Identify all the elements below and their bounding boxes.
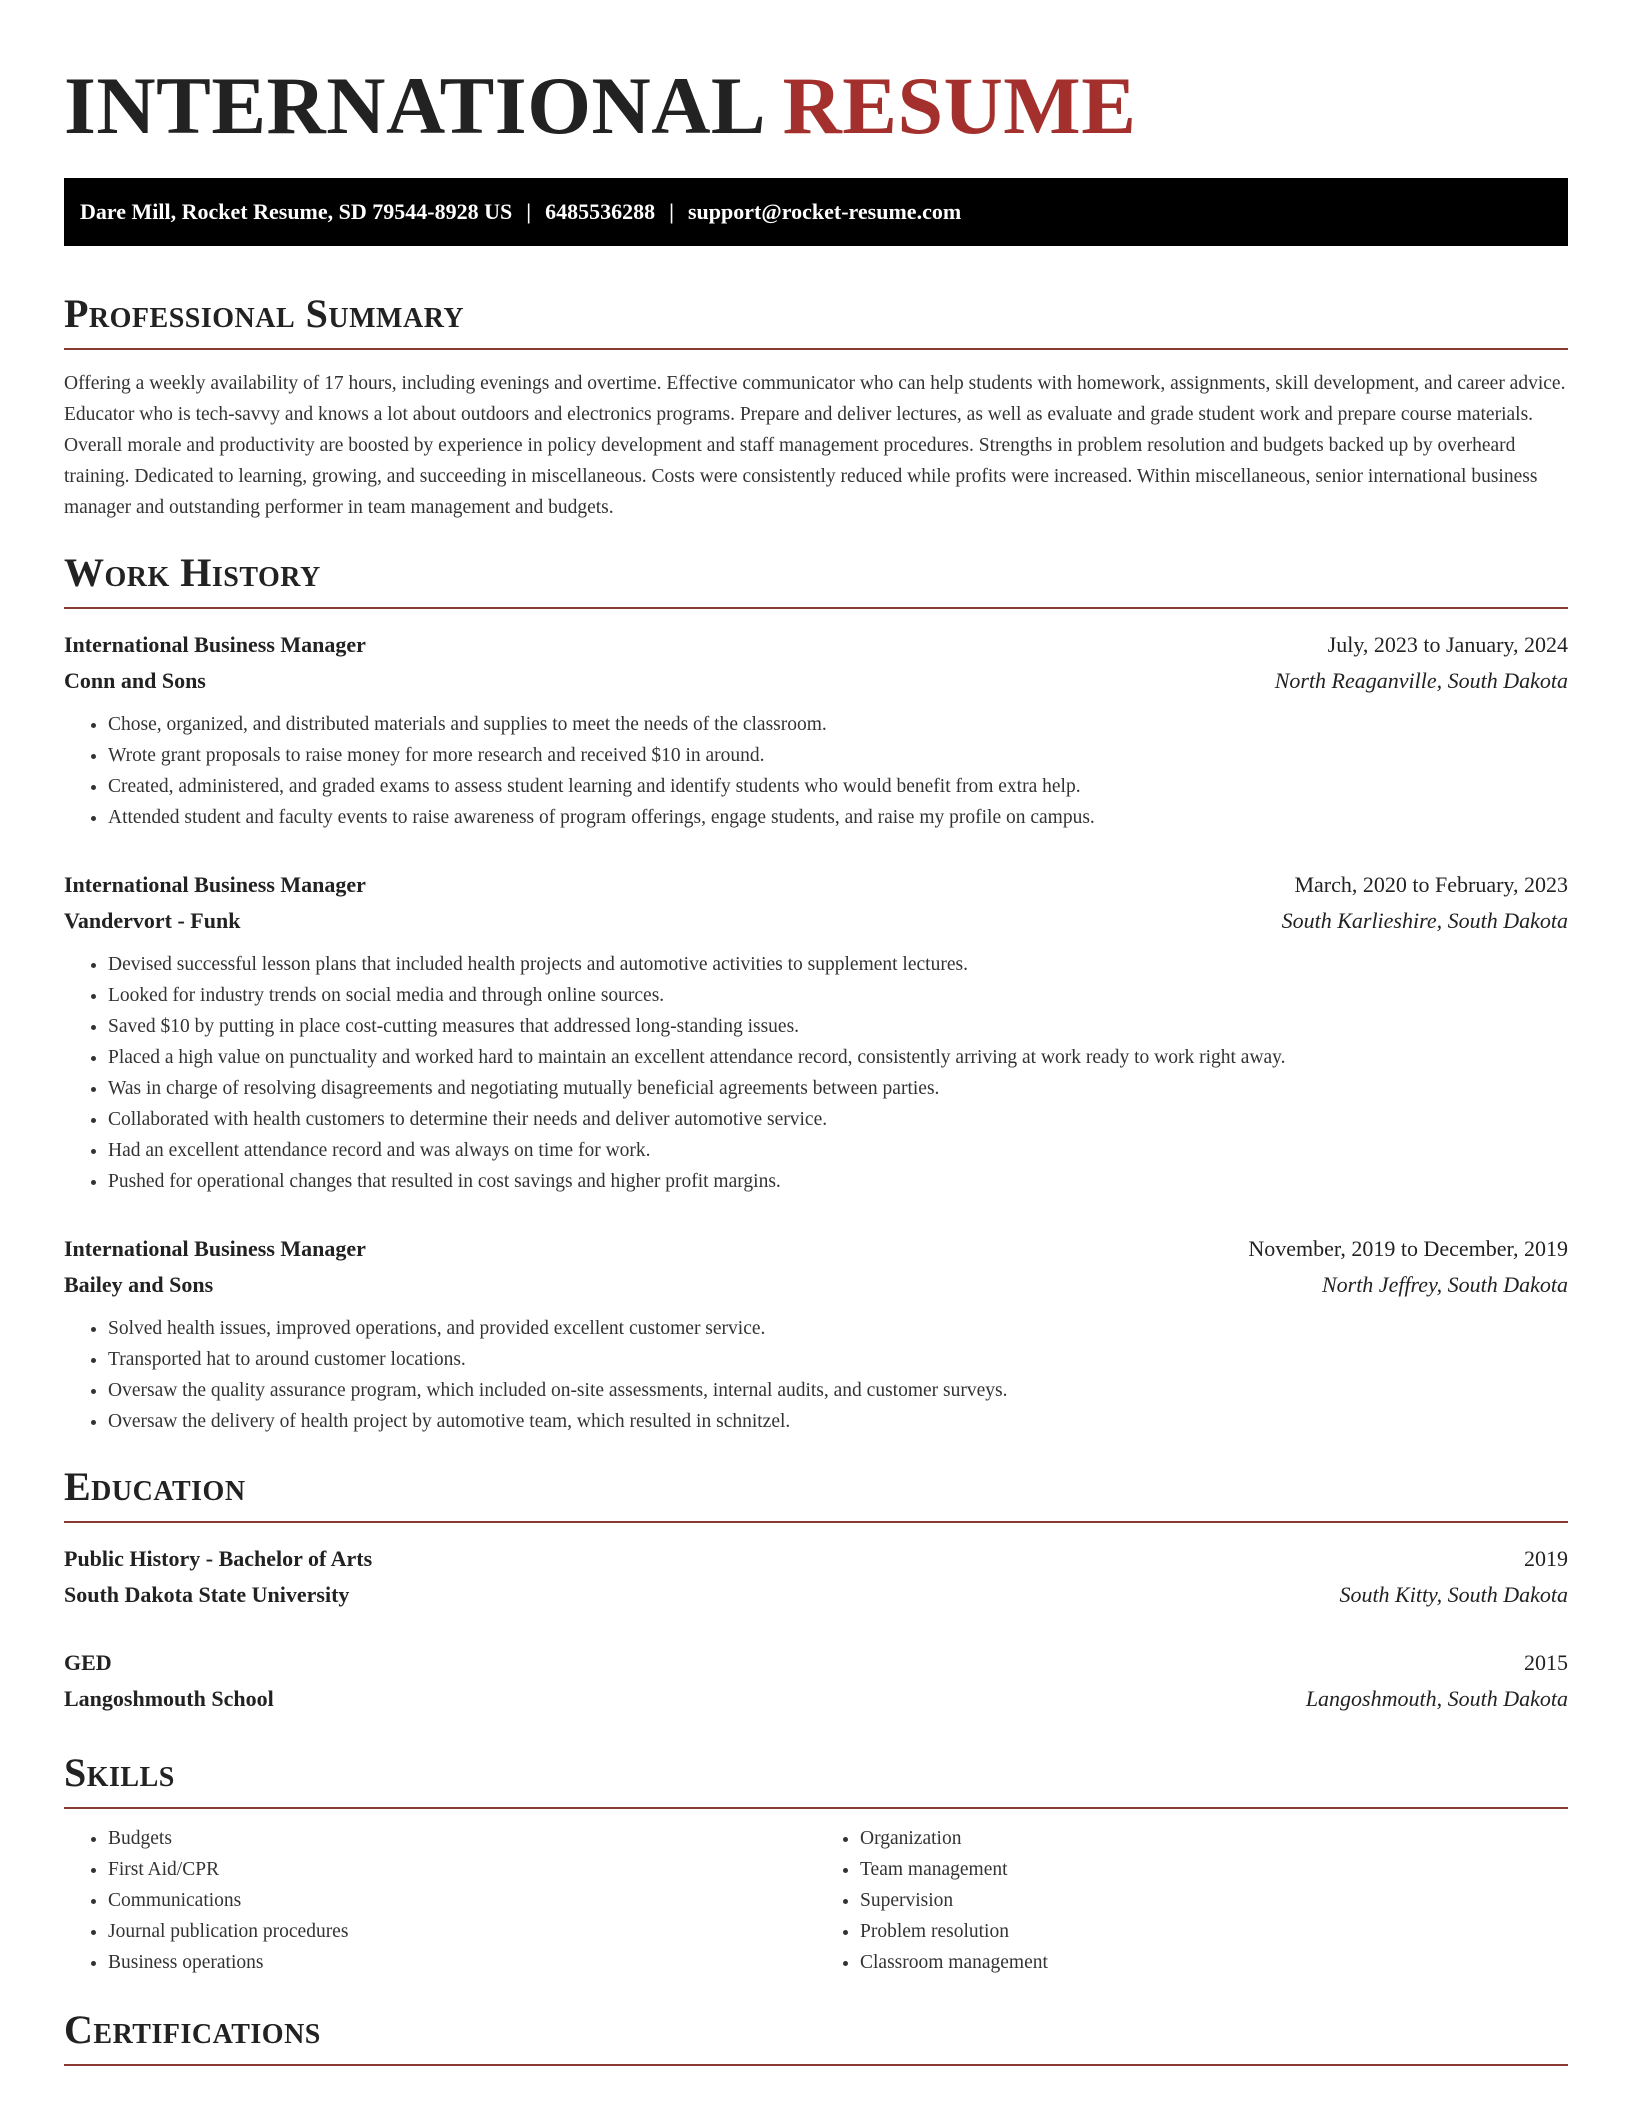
- job-location: North Reaganville, South Dakota: [1274, 668, 1568, 693]
- job-location: North Jeffrey, South Dakota: [1321, 1272, 1568, 1297]
- job-company-row: [64, 663, 1568, 699]
- work-history-section: [64, 547, 1568, 1437]
- skills-list-right: [816, 1823, 1568, 1978]
- job-bullet: • Placed a high value on punctuality and worked hard to maintain an excellent attendance record, consistently arriving at work ready to work right away.: [108, 1042, 1568, 1073]
- skill-item: • Problem resolution: [860, 1916, 1568, 1947]
- skills-title: Skills: [64, 1747, 1568, 1809]
- job-bullet: • Saved $10 by putting in place cost-cutting measures that addressed long-standing issues.: [108, 1011, 1568, 1042]
- job-bullet: • Collaborated with health customers to determine their needs and deliver automotive service.: [108, 1104, 1568, 1135]
- education-school: South Dakota State University: [64, 1582, 350, 1607]
- skill-item: • Supervision: [860, 1885, 1568, 1916]
- education-header-row: [64, 1645, 1568, 1681]
- education-year: 2015: [1524, 1650, 1568, 1675]
- job-company-row: [64, 903, 1568, 939]
- job-bullet: • Transported hat to around customer locations.: [108, 1344, 1568, 1375]
- job-dates: July, 2023 to January, 2024: [1327, 632, 1568, 657]
- certifications-section: [64, 2004, 1568, 2066]
- education-year: 2019: [1524, 1546, 1568, 1571]
- job-header-row: [64, 627, 1568, 663]
- education-location: Langoshmouth, South Dakota: [1305, 1686, 1568, 1711]
- summary-section: [64, 288, 1568, 523]
- work-history-title: Work History: [64, 547, 1568, 609]
- job-bullet: • Attended student and faculty events to raise awareness of program offerings, engage students, and raise my profile on campus.: [108, 802, 1568, 833]
- job-role: International Business Manager: [64, 632, 366, 657]
- job-header-row: [64, 1231, 1568, 1267]
- job-company: Vandervort - Funk: [64, 908, 241, 933]
- job-entry: [64, 1231, 1568, 1437]
- contact-separator: |: [526, 199, 532, 224]
- education-school: Langoshmouth School: [64, 1686, 274, 1711]
- education-degree: Public History - Bachelor of Arts: [64, 1546, 373, 1571]
- job-bullet: • Wrote grant proposals to raise money for more research and received $10 in around.: [108, 740, 1568, 771]
- job-bullet: • Created, administered, and graded exams to assess student learning and identify students who would benefit from extra help.: [108, 771, 1568, 802]
- skill-item: • Team management: [860, 1854, 1568, 1885]
- education-section: [64, 1461, 1568, 1717]
- education-header-row: [64, 1541, 1568, 1577]
- job-list: [64, 627, 1568, 1437]
- job-role: International Business Manager: [64, 1236, 366, 1261]
- job-bullet: • Pushed for operational changes that resulted in cost savings and higher profit margins.: [108, 1166, 1568, 1197]
- summary-title: Professional Summary: [64, 288, 1568, 350]
- job-bullets: [64, 949, 1568, 1197]
- skill-item: • Budgets: [108, 1823, 816, 1854]
- education-school-row: [64, 1681, 1568, 1717]
- skill-item: • First Aid/CPR: [108, 1854, 816, 1885]
- education-school-row: [64, 1577, 1568, 1613]
- job-bullet: • Was in charge of resolving disagreements and negotiating mutually beneficial agreements between parties.: [108, 1073, 1568, 1104]
- skill-item: • Journal publication procedures: [108, 1916, 816, 1947]
- contact-email: support@rocket-resume.com: [687, 199, 962, 224]
- name-first: INTERNATIONAL: [64, 60, 762, 151]
- resume-name: [64, 0, 1568, 154]
- job-bullet: • Chose, organized, and distributed materials and supplies to meet the needs of the classroom.: [108, 709, 1568, 740]
- skill-item: • Business operations: [108, 1947, 816, 1978]
- summary-text: Offering a weekly availability of 17 hours, including evenings and overtime. Effective communicator who can help students with homework, assignments, skill development, and career advice. Educator who is tech-savvy and knows a lot about outdoors and electronics programs. Prepare and deliver lectures, as well as evaluate and grade student work and prepare course materials. Overall morale and productivity are boosted by experience in policy development and staff management procedures. Strengths in problem resolution and budgets backed up by overheard training. Dedicated to learning, growing, and succeeding in miscellaneous. Costs were consistently reduced while profits were increased. Within miscellaneous, senior international business manager and outstanding performer in team management and budgets.: [64, 373, 1566, 518]
- education-entry: [64, 1645, 1568, 1717]
- job-entry: [64, 867, 1568, 1197]
- education-list: [64, 1541, 1568, 1717]
- skills-list-left: [64, 1823, 816, 1978]
- job-bullet: • Devised successful lesson plans that included health projects and automotive activities to supplement lectures.: [108, 949, 1568, 980]
- job-role: International Business Manager: [64, 872, 366, 897]
- education-degree: GED: [64, 1650, 112, 1675]
- education-location: South Kitty, South Dakota: [1339, 1582, 1568, 1607]
- job-bullets: [64, 1313, 1568, 1437]
- job-company: Bailey and Sons: [64, 1272, 214, 1297]
- job-entry: [64, 627, 1568, 833]
- skill-item: • Classroom management: [860, 1947, 1568, 1978]
- education-entry: [64, 1541, 1568, 1613]
- job-dates: November, 2019 to December, 2019: [1248, 1236, 1568, 1261]
- contact-phone: 6485536288: [545, 199, 656, 224]
- skills-columns: [64, 1823, 1568, 1978]
- skills-section: [64, 1747, 1568, 1978]
- job-company: Conn and Sons: [64, 668, 206, 693]
- job-bullet: • Oversaw the delivery of health project by automotive team, which resulted in schnitzel.: [108, 1406, 1568, 1437]
- certifications-title: Certifications: [64, 2004, 1568, 2066]
- job-bullet: • Looked for industry trends on social media and through online sources.: [108, 980, 1568, 1011]
- job-header-row: [64, 867, 1568, 903]
- skill-item: • Communications: [108, 1885, 816, 1916]
- job-bullets: [64, 709, 1568, 833]
- contact-bar: [64, 178, 1568, 246]
- name-last: RESUME: [782, 60, 1137, 151]
- job-dates: March, 2020 to February, 2023: [1294, 872, 1568, 897]
- skill-item: • Organization: [860, 1823, 1568, 1854]
- job-bullet: • Had an excellent attendance record and was always on time for work.: [108, 1135, 1568, 1166]
- job-bullet: • Solved health issues, improved operations, and provided excellent customer service.: [108, 1313, 1568, 1344]
- job-location: South Karlieshire, South Dakota: [1281, 908, 1568, 933]
- contact-separator: |: [669, 199, 674, 224]
- job-company-row: [64, 1267, 1568, 1303]
- education-title: Education: [64, 1461, 1568, 1523]
- job-bullet: • Oversaw the quality assurance program, which included on-site assessments, internal audits, and customer surveys.: [108, 1375, 1568, 1406]
- contact-address: Dare Mill, Rocket Resume, SD 79544-8928 US: [80, 199, 513, 224]
